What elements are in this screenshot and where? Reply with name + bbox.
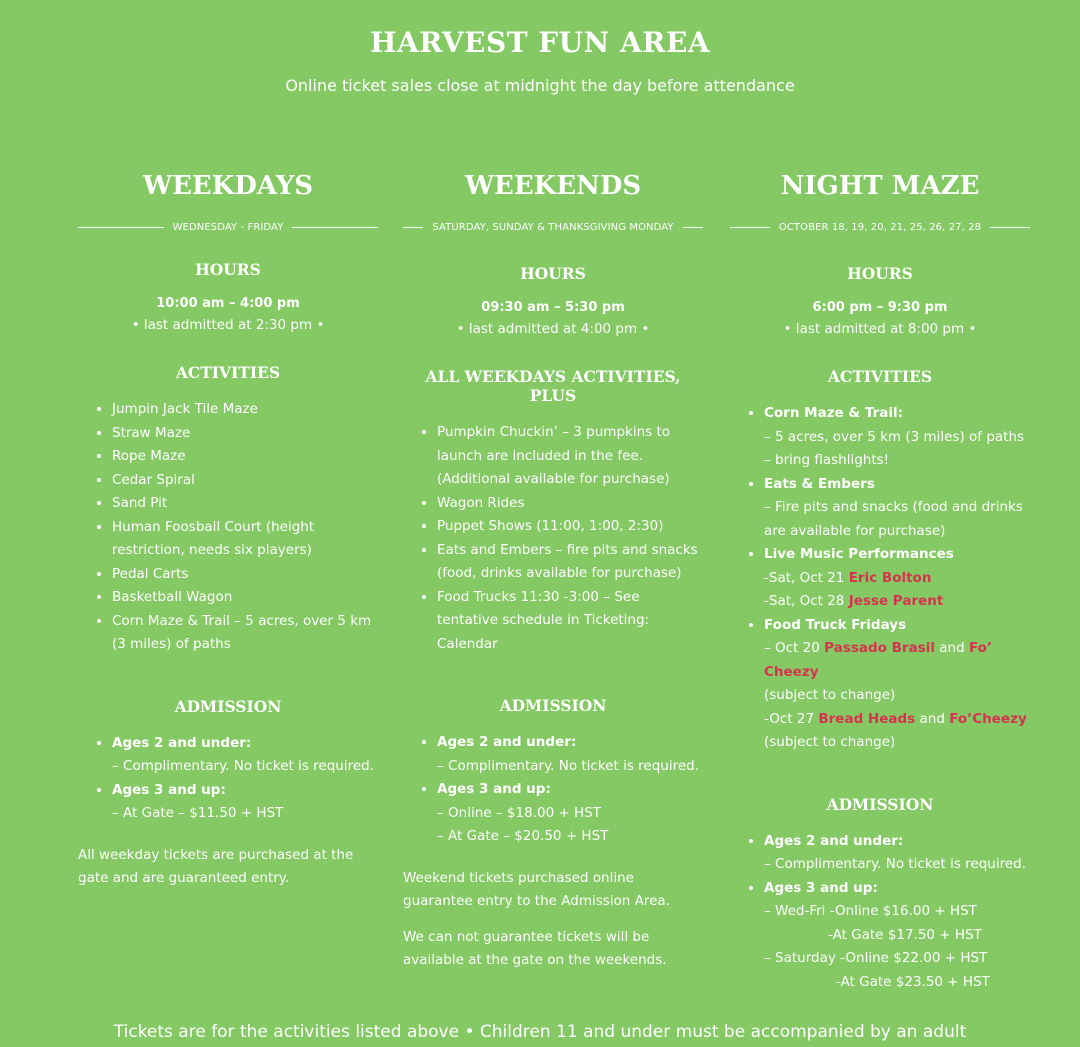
list-item <box>437 778 703 849</box>
list-item: • Jumpin Jack Tile Maze <box>112 398 378 422</box>
and-text: and <box>915 710 950 727</box>
list-item <box>764 877 1030 995</box>
eats-embers-label: Eats & Embers <box>764 475 875 492</box>
weekdays-admission-list <box>78 732 378 826</box>
weekends-admission-list <box>403 731 703 849</box>
live-music-label: Live Music Performances <box>764 546 954 562</box>
ages3-label: Ages 3 and up: <box>764 879 878 896</box>
list-item: • Human Foosball Court (height restriction, needs six players) <box>112 516 378 563</box>
subject-to-change: (subject to change) <box>764 687 896 703</box>
night-maze-activities-list <box>730 402 1030 755</box>
weekdays-column <box>78 168 378 891</box>
weekends-hours: 09:30 am – 5:30 pm <box>481 300 625 315</box>
page-title: HARVEST FUN AREA <box>369 26 711 59</box>
list-item <box>764 402 1030 473</box>
divider-line <box>990 227 1030 228</box>
price-line: – Saturday -Online $22.00 + HST <box>764 950 988 966</box>
weekends-activities-heading: ALL WEEKDAYS ACTIVITIES, PLUS <box>425 367 681 405</box>
divider-line <box>403 227 423 228</box>
list-item <box>764 830 1030 877</box>
ages2-text: – Complimentary. No ticket is required. <box>764 856 1026 872</box>
weekdays-subtitle: WEDNESDAY - FRIDAY <box>172 221 284 233</box>
corn-maze-label: Corn Maze & Trail: <box>764 405 904 421</box>
ages3-online: – Online – $18.00 + HST <box>437 804 602 821</box>
divider-line <box>683 227 703 228</box>
food-date: -Oct 27 <box>764 710 819 727</box>
night-maze-last-admitted: • last admitted at 8:00 pm • <box>783 321 977 337</box>
price-line: – Wed-Fri -Online $16.00 + HST <box>764 903 977 919</box>
weekdays-note: All weekday tickets are purchased at the gate and are guaranteed entry. <box>78 846 354 886</box>
music-date: -Sat, Oct 28 <box>764 593 849 609</box>
artist-link[interactable]: Eric Bolton <box>848 569 932 586</box>
ages2-label: Ages 2 and under: <box>437 734 577 750</box>
footer-note: Tickets are for the activities listed above • Children 11 and under must be accompanied by an adult <box>113 1022 967 1042</box>
ages3-label: Ages 3 and up: <box>112 781 226 798</box>
weekdays-hours: 10:00 am – 4:00 pm <box>156 296 300 311</box>
ages2-text: – Complimentary. No ticket is required. <box>112 758 374 774</box>
night-maze-activities-heading: ACTIVITIES <box>827 367 933 386</box>
artist-link[interactable]: Jesse Parent <box>848 593 944 609</box>
list-item: • Wagon Rides <box>437 492 703 516</box>
night-maze-admission-heading: ADMISSION <box>826 794 934 814</box>
list-item <box>764 543 1030 614</box>
food-date: – Oct 20 <box>764 640 825 656</box>
price-line: -At Gate $17.50 + HST <box>828 926 982 943</box>
night-maze-divider <box>730 218 1030 236</box>
night-maze-subtitle: OCTOBER 18, 19, 20, 21, 25, 26, 27, 28 <box>778 221 982 233</box>
list-item: • Cedar Spiral <box>112 469 378 493</box>
weekdays-activities-list <box>78 398 378 657</box>
and-text: and <box>934 640 969 656</box>
list-item: • Puppet Shows (11:00, 1:00, 2:30) <box>437 515 703 539</box>
divider-line <box>730 227 770 228</box>
corn-maze-text: – 5 acres, over 5 km (3 miles) of paths – bring flashlights! <box>764 428 1025 468</box>
night-maze-admission-list <box>730 830 1030 995</box>
music-date: -Sat, Oct 21 <box>764 569 849 586</box>
weekends-title: WEEKENDS <box>464 171 642 201</box>
weekends-note-gate: We can not guarantee tickets will be available at the gate on the weekends. <box>403 928 667 968</box>
vendor-link[interactable]: Fo’ Cheezy <box>764 640 993 680</box>
list-item: • Sand Pit <box>112 492 378 516</box>
weekends-admission-heading: ADMISSION <box>499 696 607 715</box>
list-item <box>437 731 703 778</box>
list-item: • Pumpkin Chuckin’ – 3 pumpkins to launch are included in the fee. (Additional available for purchase) <box>437 421 703 492</box>
list-item: • Straw Maze <box>112 422 378 446</box>
ages3-label: Ages 3 and up: <box>437 781 551 797</box>
ages2-label: Ages 2 and under: <box>112 734 252 751</box>
night-maze-hours-heading: HOURS <box>847 264 913 283</box>
ages3-gate: – At Gate – $11.50 + HST <box>112 805 284 821</box>
weekdays-divider <box>78 218 378 236</box>
list-item: • Basketball Wagon <box>112 586 378 610</box>
weekdays-activities-heading: ACTIVITIES <box>175 363 281 382</box>
vendor-link[interactable]: Passado Brasil <box>824 640 935 656</box>
weekends-activities-list <box>403 421 703 656</box>
weekends-subtitle: SATURDAY, SUNDAY & THANKSGIVING MONDAY <box>432 221 674 233</box>
page-subtitle: Online ticket sales close at midnight the day before attendance <box>285 76 795 95</box>
food-truck-label: Food Truck Fridays <box>764 616 907 633</box>
ages2-label: Ages 2 and under: <box>764 832 904 849</box>
vendor-link[interactable]: Bread Heads <box>818 710 916 727</box>
list-item <box>764 473 1030 544</box>
list-item: • Eats and Embers – fire pits and snacks (food, drinks available for purchase) <box>437 539 703 586</box>
weekends-last-admitted: • last admitted at 4:00 pm • <box>456 321 650 337</box>
weekdays-admission-heading: ADMISSION <box>174 696 282 716</box>
list-item <box>112 732 378 779</box>
weekdays-title: WEEKDAYS <box>142 171 314 201</box>
night-maze-hours: 6:00 pm – 9:30 pm <box>812 300 948 315</box>
weekends-hours-heading: HOURS <box>520 264 586 283</box>
eats-embers-text: – Fire pits and snacks (food and drinks are available for purchase) <box>764 499 1023 539</box>
list-item: • Rope Maze <box>112 445 378 469</box>
weekdays-last-admitted: • last admitted at 2:30 pm • <box>131 317 325 333</box>
ages2-text: – Complimentary. No ticket is required. <box>437 757 699 774</box>
list-item: • Corn Maze & Trail – 5 acres, over 5 km (3 miles) of paths <box>112 610 378 657</box>
night-maze-title: NIGHT MAZE <box>780 171 980 201</box>
price-line: -At Gate $23.50 + HST <box>836 973 990 990</box>
list-item: • Food Trucks 11:30 -3:00 – See tentative schedule in Ticketing: Calendar <box>437 586 703 657</box>
weekends-column <box>403 168 703 973</box>
weekends-divider <box>403 218 703 236</box>
weekdays-hours-heading: HOURS <box>195 260 261 279</box>
list-item <box>112 779 378 826</box>
weekends-note-online: Weekend tickets purchased online guarantee entry to the Admission Area. <box>403 869 671 909</box>
divider-line <box>78 227 164 228</box>
ages3-gate: – At Gate – $20.50 + HST <box>437 828 609 844</box>
vendor-link[interactable]: Fo’Cheezy <box>949 710 1027 727</box>
night-maze-column <box>730 168 1030 994</box>
subject-to-change: (subject to change) <box>764 734 896 750</box>
list-item: • Pedal Carts <box>112 563 378 587</box>
list-item <box>764 614 1030 755</box>
divider-line <box>292 227 378 228</box>
